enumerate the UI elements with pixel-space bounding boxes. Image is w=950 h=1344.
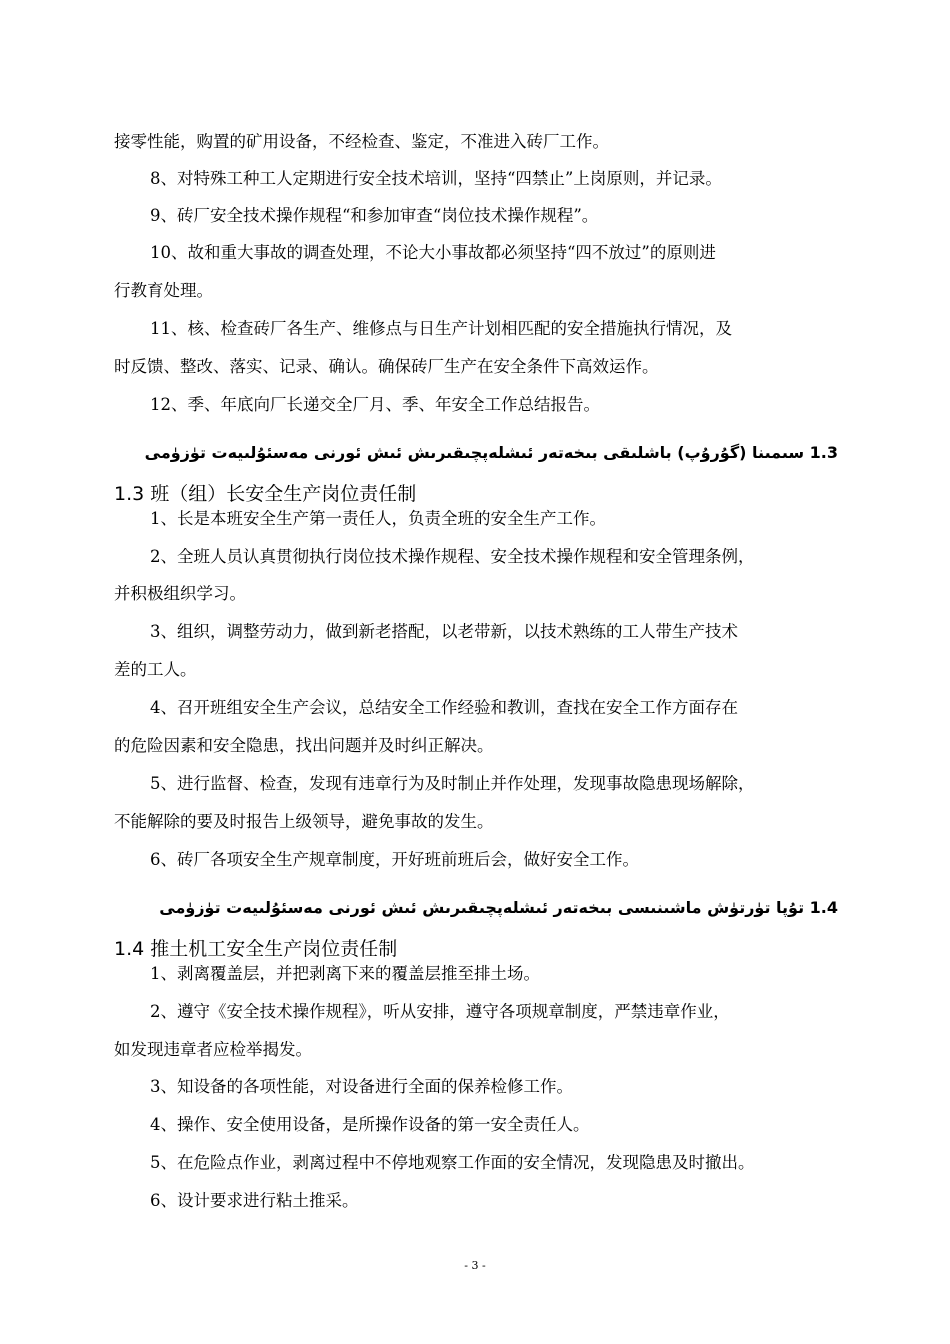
section-heading: 1.3 班（组）长安全生产岗位责任制 <box>114 483 417 505</box>
paragraph-line: 2、遵守《安全技术操作规程》，听从安排，遵守各项规章制度，严禁违章作业， <box>150 1002 730 1021</box>
paragraph-line: 时反馈、整改、落实、记录、确认。确保砖厂生产在安全条件下高效运作。 <box>114 357 659 376</box>
paragraph-line: 5、在危险点作业，剥离过程中不停地观察工作面的安全情况，发现隐患及时撤出。 <box>150 1153 755 1172</box>
paragraph-line: 行教育处理。 <box>114 281 213 300</box>
paragraph-line: 1、长是本班安全生产第一责任人，负责全班的安全生产工作。 <box>150 509 606 528</box>
paragraph-line: 1、剥离覆盖层，并把剥离下来的覆盖层推至排土场。 <box>150 964 540 983</box>
paragraph-line: 5、进行监督、检查，发现有违章行为及时制止并作处理，发现事故隐患现场解除， <box>150 774 755 793</box>
section-heading-uyghur: 1.3 سىمىنا (گۇرۇپ) باشلىقى بىخەتەر ئىشلەپچىقىرىش ئىش ئورنى مەسئۇلىيەت تۈزۈمى <box>144 443 838 462</box>
paragraph-line: 2、全班人员认真贯彻执行岗位技术操作规程、安全技术操作规程和安全管理条例， <box>150 547 755 566</box>
paragraph-line: 的危险因素和安全隐患，找出问题并及时纠正解决。 <box>114 736 494 755</box>
paragraph-line: 10、故和重大事故的调查处理，不论大小事故都必须坚持“四不放过”的原则进 <box>150 243 716 262</box>
paragraph-line: 9、砖厂安全技术操作规程“和参加审查“岗位技术操作规程”。 <box>150 206 599 225</box>
paragraph-line: 并积极组织学习。 <box>114 584 246 603</box>
paragraph-line: 接零性能，购置的矿用设备，不经检查、鉴定，不准进入砖厂工作。 <box>114 132 609 151</box>
section-heading-uyghur: 1.4 تۇپا تۈرتۈش ماشىنىسى بىخەتەر ئىشلەپچىقىرىش ئىش ئورنى مەسئۇلىيەت تۈزۈمى <box>159 898 838 917</box>
paragraph-line: 如发现违章者应检举揭发。 <box>114 1040 312 1059</box>
paragraph-line: 6、设计要求进行粘土推采。 <box>150 1191 359 1210</box>
paragraph-line: 6、砖厂各项安全生产规章制度，开好班前班后会，做好安全工作。 <box>150 850 639 869</box>
paragraph-line: 11、核、检查砖厂各生产、维修点与日生产计划相匹配的安全措施执行情况，及 <box>150 319 732 338</box>
paragraph-line: 8、对特殊工种工人定期进行安全技术培训，坚持“四禁止”上岗原则，并记录。 <box>150 169 722 188</box>
paragraph-line: 不能解除的要及时报告上级领导，避免事故的发生。 <box>114 812 494 831</box>
section-heading: 1.4 推土机工安全生产岗位责任制 <box>114 938 398 960</box>
paragraph-line: 3、知设备的各项性能，对设备进行全面的保养检修工作。 <box>150 1077 573 1096</box>
paragraph-line: 差的工人。 <box>114 660 197 679</box>
paragraph-line: 4、召开班组安全生产会议，总结安全工作经验和教训，查找在安全工作方面存在 <box>150 698 738 717</box>
paragraph-line: 12、季、年底向厂长递交全厂月、季、年安全工作总结报告。 <box>150 395 600 414</box>
paragraph-line: 3、组织，调整劳动力，做到新老搭配，以老带新，以技术熟练的工人带生产技术 <box>150 622 738 641</box>
paragraph-line: 4、操作、安全使用设备，是所操作设备的第一安全责任人。 <box>150 1115 590 1134</box>
page-number: - 3 - <box>464 1259 486 1272</box>
